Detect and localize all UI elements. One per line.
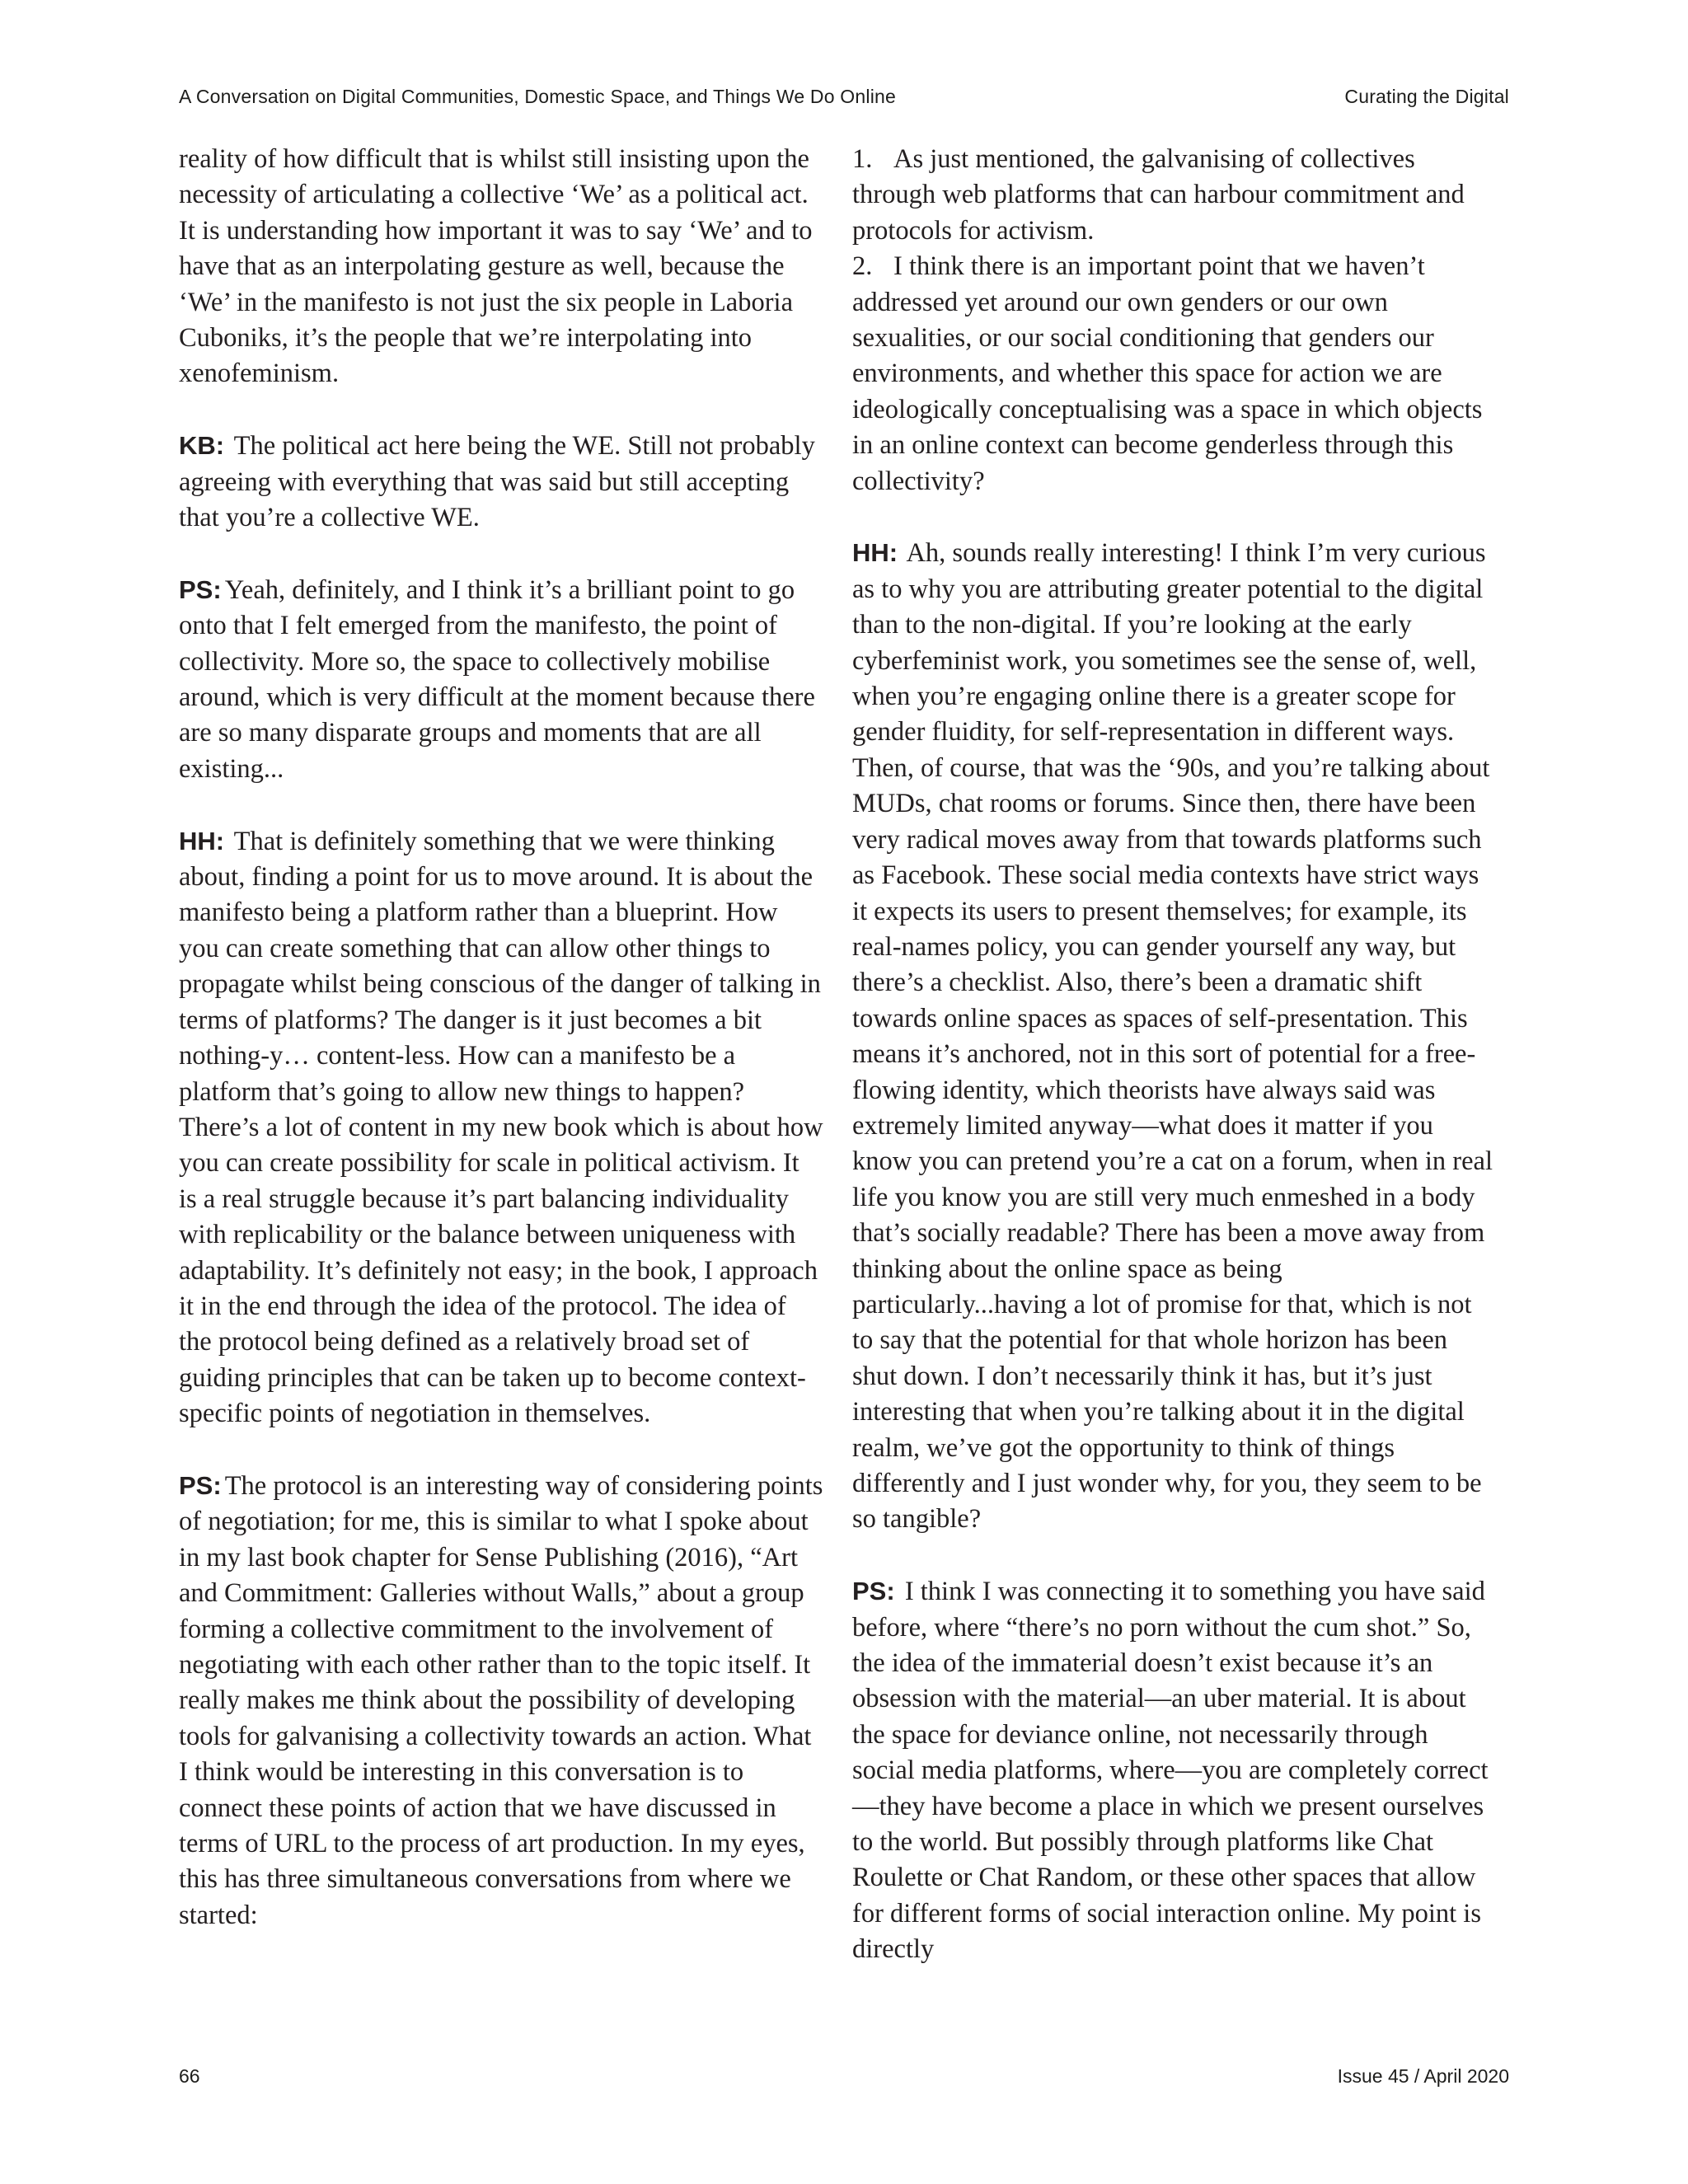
speaker-label: PS: [852,1577,895,1606]
page-number: 66 [179,2065,200,2087]
paragraph-text: That is definitely something that we were thinking about, finding a point for us to move around. It is about the manifesto being a platform rather than a blueprint. How you can create something that can allow other things to propagate whilst being conscious of the danger of talking in terms of platforms? The danger is it just becomes a bit nothing-y… content-less. How can a manifesto be a platform that’s going to allow new things to happen? There’s a lot of content in my new book which is about how you can create possibility for scale in political activism. It is a real struggle because it’s part balancing individuality with replicability or the balance between uniqueness with adaptability. It’s definitely not easy; in the book, I approach it in the end through the idea of the protocol. The idea of the protocol being defined as a relatively broad set of guiding principles that can be taken up to become context-specific points of negotiation in themselves. [179,826,823,1429]
issue-label: Issue 45 / April 2020 [1337,2065,1509,2087]
paragraph-ps [852,1573,1497,1967]
list-text: I think there is an important point that we haven’t addressed yet around our own genders or our own sexualities, or our social conditioning that genders our environments, and whether this space for action we are ideologically conceptualising was a space in which objects in an online context can become genderless through this collectivity? [852,251,1483,496]
running-footer [179,2065,1509,2088]
paragraph-text: reality of how difficult that is whilst still insisting upon the necessity of articulating a collective ‘We’ as a political act. It is understanding how important it was to say ‘We’ and to have that as an interpolating gesture as well, because the ‘We’ in the manifesto is not just the six people in Laboria Cuboniks, it’s the people that we’re interpolating into xenofeminism. [179,144,813,389]
left-column [179,142,823,1933]
paragraph-continuation [179,142,823,392]
running-header [179,86,1509,108]
paragraph-ps [179,572,823,787]
paragraph-kb [179,428,823,536]
right-column [852,142,1497,1968]
speaker-label: HH: [852,538,898,568]
speaker-label: KB: [179,431,225,461]
paragraph-text: Ah, sounds really interesting! I think I’m very curious as to why you are attributing greater potential to the digital than to the non-digital. If you’re looking at the early cyberfeminist work, you sometimes see the sense of, well, when you’re engaging online there is a greater scope for gender fluidity, for self-representation in different ways. Then, of course, that was the ‘90s, and you’re talking about MUDs, chat rooms or forums. Since then, there have been very radical moves away from that towards platforms such as Facebook. These social media contexts have strict ways it expects its users to present themselves; for example, its real-names policy, you can gender yourself any way, but there’s a checklist. Also, there’s been a dramatic shift towards online spaces as spaces of self-presentation. This means it’s anchored, not in this sort of potential for a free-flowing identity, which theorists have always said was extremely limited anyway—what does it matter if you know you can pretend you’re a cat on a forum, when in real life you know you are still very much enmeshed in a body that’s socially readable? There has been a move away from thinking about the online space as being particularly...having a lot of promise for that, which is not to say that the potential for that whole horizon has been shut down. I don’t necessarily think it has, but it’s just interesting that when you’re talking about it in the digital realm, we’ve got the opportunity to think of things differently and I just wonder why, for you, they seem to be so tangible? [852,538,1493,1535]
paragraph-ps [179,1468,823,1933]
speaker-label: PS: [179,1470,222,1500]
list-item [852,249,1497,499]
list-item [852,142,1497,249]
list-text: As just mentioned, the galvanising of collectives through web platforms that can harbour commitment and protocols for activism. [852,144,1465,246]
speaker-label: HH: [179,826,225,855]
section-title: Curating the Digital [1344,86,1509,107]
speaker-label: PS: [179,574,222,604]
article-title: A Conversation on Digital Communities, Domestic Space, and Things We Do Online [179,86,896,107]
paragraph-text: Yeah, definitely, and I think it’s a brilliant point to go onto that I felt emerged from the manifesto, the point of collectivity. More so, the space to collectively mobilise around, which is very difficult at the moment because there are so many disparate groups and moments that are all existing... [179,574,815,784]
paragraph-text: The protocol is an interesting way of considering points of negotiation; for me, this is similar to what I spoke about in my last book chapter for Sense Publishing (2016), “Art and Commitment: Galleries without Walls,” about a group forming a collective commitment to the involvement of negotiating with each other rather than to the topic itself. It really makes me think about the possibility of developing tools for galvanising a collectivity towards an action. What I think would be interesting in this conversation is to connect these points of action that we have discussed in terms of URL to the process of art production. In my eyes, this has three simultaneous conversations from where we started: [179,1470,823,1930]
list-number: 2. [852,251,873,282]
list-number: 1. [852,144,873,174]
paragraph-text: I think I was connecting it to something you have said before, where “there’s no porn without the cum shot.” So, the idea of the immaterial doesn’t exist because it’s an obsession with the material—an uber material. It is about the space for deviance online, not necessarily through social media platforms, where—you are completely correct—they have become a place in which we present ourselves to the world. But possibly through platforms like Chat Roulette or Chat Random, or these other spaces that allow for different forms of social interaction online. My point is directly [852,1577,1489,1965]
paragraph-hh [852,535,1497,1537]
paragraph-text: The political act here being the WE. Still not probably agreeing with everything that was said but still accepting that you’re a collective WE. [179,431,815,533]
paragraph-hh [179,823,823,1432]
